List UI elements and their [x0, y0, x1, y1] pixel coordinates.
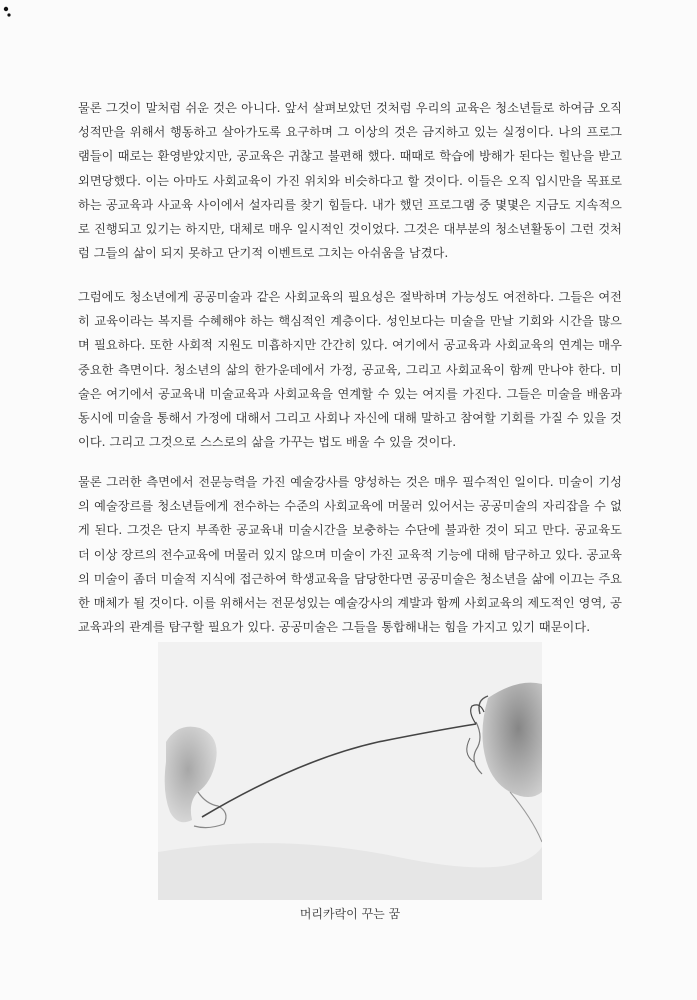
corner-mark-icon	[3, 6, 12, 18]
paragraph-2: 그럼에도 청소년에게 공공미술과 같은 사회교육의 필요성은 절박하며 가능성도 여전하다. 그들은 여전히 교육이라는 복지를 수혜해야 하는 핵심적인 계층이다. 성인보다는 미술을 만날 기회와 시간을 많으며 필요하다. 또한 사회적 지원도 미흡하지만 간간히 있다. 여기에서 공교육과 사회교육의 연계는 매우 중요한 측면이다. 청소년의 삶의 한가운데에서 가정, 공교육, 그리고 사회교육이 함께 만나야 한다. 미술은 여기에서 공교육내 미술교육과 사회교육을 연계할 수 있는 여지를 가진다. 그들은 미술을 배움과 동시에 미술을 통해서 가정에 대해서 그리고 사회나 자신에 대해 말하고 참여할 기회를 가질 수 있을 것이다. 그리고 그것으로 스스로의 삶을 가꾸는 법도 배울 수 있을 것이다.	[78, 290, 622, 450]
artwork-illustration	[158, 642, 542, 900]
paragraph-3: 물론 그러한 측면에서 전문능력을 가진 예술강사를 양성하는 것은 매우 필수적인 일이다. 미술이 기성의 예술장르를 청소년들에게 전수하는 수준의 사회교육에 머물러 있어서는 공공미술의 자리잡을 수 없게 된다. 그것은 단지 부족한 공교육내 미술시간을 보충하는 수단에 불과한 것이 되고 만다. 공교육도 더 이상 장르의 전수교육에 머물러 있지 않으며 미술이 가진 교육적 기능에 대해 탐구하고 있다. 공교육의 미술이 좀더 미술적 지식에 접근하여 학생교육을 담당한다면 공공미술은 청소년을 삶에 이끄는 주요한 매체가 될 것이다. 이를 위해서는 전문성있는 예술강사의 계발과 함께 사회교육의 제도적인 영역, 공교육과의 관계를 탐구할 필요가 있다. 공공미술은 그들을 통합해내는 힘을 가지고 있기 때문이다.	[78, 475, 622, 635]
artwork-photo	[158, 642, 542, 900]
paragraph-1: 물론 그것이 말처럼 쉬운 것은 아니다. 앞서 살펴보았던 것처럼 우리의 교육은 청소년들로 하여금 오직 성적만을 위해서 행동하고 살아가도록 요구하며 그 이상의 것은 금지하고 있는 실정이다. 나의 프로그램들이 때로는 환영받았지만, 공교육은 귀찮고 불편해 했다. 때때로 학습에 방해가 된다는 힐난을 받고 외면당했다. 이는 아마도 사회교육이 가진 위치와 비슷하다고 할 것이다. 이들은 오직 입시만을 목표로 하는 공교육과 사교육 사이에서 설자리를 찾기 힘들다. 내가 했던 프로그램 중 몇몇은 지금도 지속적으로 진행되고 있기는 하지만, 대체로 매우 일시적인 것이었다. 그것은 대부분의 청소년활동이 그런 것처럼 그들의 삶이 되지 못하고 단기적 이벤트로 그치는 아쉬움을 남겼다.	[78, 101, 622, 261]
figure-caption: 머리카락이 꾸는 꿈	[299, 907, 401, 921]
